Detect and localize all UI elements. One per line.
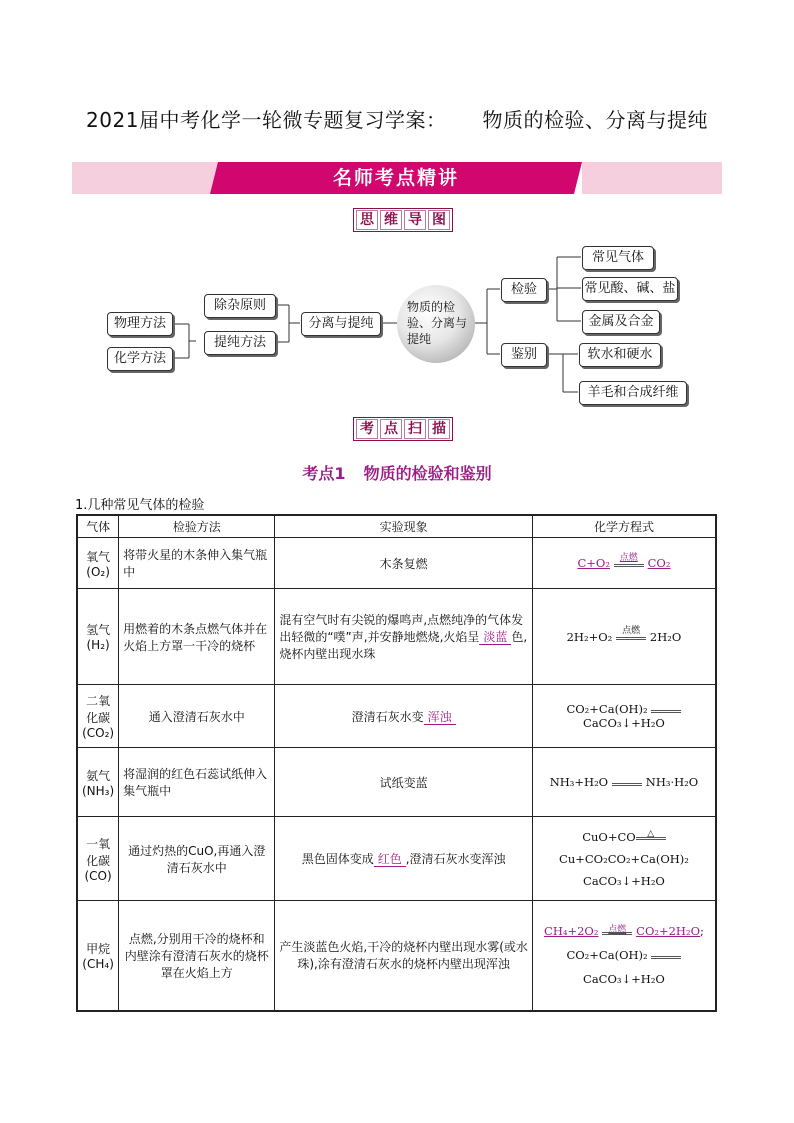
equation-right: CaCO₃↓+H₂O xyxy=(583,972,665,987)
equation-right: CaCO₃↓+H₂O xyxy=(583,716,665,730)
node-identify: 鉴别 xyxy=(501,343,547,367)
phenomenon-text: 澄清石灰水变 xyxy=(351,709,424,724)
phenomenon-cell: 木条复燃 xyxy=(275,538,533,589)
method-cell: 点燃,分别用干冷的烧杯和内壁涂有澄清石灰水的烧杯罩在火焰上方 xyxy=(119,901,275,1011)
col-header: 实验现象 xyxy=(275,515,533,538)
node-common-gas: 常见气体 xyxy=(582,246,654,270)
tag-char: 思 xyxy=(356,210,378,230)
phenomenon-cell: 试纸变蓝 xyxy=(275,748,533,817)
equation-left: C+O₂ xyxy=(577,556,610,570)
scan-tag xyxy=(353,417,453,441)
method-cell: 将带火星的木条伸入集气瓶中 xyxy=(119,538,275,589)
page-title-left: 2021届中考化学一轮微专题复习学案： xyxy=(86,108,447,132)
reaction-arrow xyxy=(651,950,681,962)
node-chemical-method: 化学方法 xyxy=(107,347,173,371)
tag-char: 描 xyxy=(428,419,450,439)
node-check: 检验 xyxy=(501,278,547,302)
equation-right: 2H₂O xyxy=(649,629,682,644)
reaction-condition xyxy=(602,926,632,938)
equation-left: CO₂+Ca(OH)₂ xyxy=(566,702,648,716)
equation-mid: CO₂+Ca(OH)₂ xyxy=(607,851,689,866)
method-cell: 通过灼热的CuO,再通入澄清石灰水中 xyxy=(119,817,275,901)
center-topic-label: 物质的检验、分离与提纯 xyxy=(407,300,468,346)
gas-test-table xyxy=(76,514,717,1012)
tag-char: 导 xyxy=(404,210,426,230)
equation-left: 2H₂+O₂ xyxy=(566,629,613,644)
answer-fill: 浑浊 xyxy=(424,710,456,725)
phenomenon-text: 混有空气时有尖锐的爆鸣声,点燃纯净的气体发出轻微的“噗”声,并安静地燃烧,火焰呈 xyxy=(279,613,524,644)
equation-left: CH₄+2O₂ xyxy=(544,924,599,939)
node-wool-fiber: 羊毛和合成纤维 xyxy=(579,381,687,405)
col-header: 检验方法 xyxy=(119,515,275,538)
tag-char: 点 xyxy=(380,419,402,439)
phenomenon-cell xyxy=(275,589,533,685)
col-header: 化学方程式 xyxy=(532,515,716,538)
page-title-right: 物质的检验、分离与提纯 xyxy=(482,108,708,132)
equation-tail: ; xyxy=(700,924,704,939)
equation-left: Cu+CO₂ xyxy=(559,851,608,866)
condition-label: 点燃 xyxy=(608,924,627,935)
gas-cell: 氢气(H₂) xyxy=(77,589,119,685)
node-physical-method: 物理方法 xyxy=(107,312,173,336)
equation-right: CaCO₃↓+H₂O xyxy=(583,873,665,888)
method-cell: 将湿润的红色石蕊试纸伸入集气瓶中 xyxy=(119,748,275,817)
reaction-condition xyxy=(616,626,646,643)
col-header: 气体 xyxy=(77,515,119,538)
table-row xyxy=(77,538,716,589)
answer-fill: 淡蓝 xyxy=(479,630,511,645)
equation-left: NH₃+H₂O xyxy=(549,775,609,789)
equation-cell xyxy=(532,538,716,589)
phenomenon-cell xyxy=(275,817,533,901)
gas-cell: 氧气(O₂) xyxy=(77,538,119,589)
node-purify-method: 提纯方法 xyxy=(204,331,276,355)
phenomenon-text: 色,烧杯内壁出现水珠 xyxy=(279,630,528,661)
table-row xyxy=(77,685,716,748)
tag-char: 维 xyxy=(380,210,402,230)
table-row xyxy=(77,589,716,685)
phenomenon-text: ,澄清石灰水变浑浊 xyxy=(405,852,506,866)
table-row xyxy=(77,901,716,1011)
condition-label: △ xyxy=(647,829,655,839)
equation-cell xyxy=(532,589,716,685)
equation-cell xyxy=(532,748,716,817)
table-row xyxy=(77,817,716,901)
method-cell: 通入澄清石灰水中 xyxy=(119,685,275,748)
reaction-condition xyxy=(636,831,666,843)
equation-left: CO₂+Ca(OH)₂ xyxy=(566,948,648,963)
equation-right: NH₃·H₂O xyxy=(645,775,699,789)
gas-cell: 氨气(NH₃) xyxy=(77,748,119,817)
node-center-topic xyxy=(397,285,475,363)
tag-char: 考 xyxy=(356,419,378,439)
reaction-arrow xyxy=(651,704,681,716)
tag-char: 扫 xyxy=(404,419,426,439)
equation-left: CuO+CO xyxy=(582,829,636,844)
subheading: 1.几种常见气体的检验 xyxy=(75,498,205,513)
section-heading xyxy=(0,461,794,484)
gas-cell: 二氧化碳(CO₂) xyxy=(77,685,119,748)
table-row xyxy=(77,748,716,817)
section-label: 考点1 xyxy=(302,464,346,483)
reaction-condition xyxy=(614,552,644,570)
condition-label: 点燃 xyxy=(619,552,638,563)
equation-right: CO₂+2H₂O xyxy=(636,924,700,939)
answer-fill: 红色 xyxy=(374,852,406,867)
tag-char: 图 xyxy=(428,210,450,230)
phenomenon-cell: 产生淡蓝色火焰,干冷的烧杯内壁出现水雾(或水珠),涂有澄清石灰水的烧杯内壁出现浑浊 xyxy=(275,901,533,1011)
table-header-row xyxy=(77,515,716,538)
node-metal-alloy: 金属及合金 xyxy=(582,310,660,334)
node-separate-purify: 分离与提纯 xyxy=(301,312,381,336)
equation-cell xyxy=(532,817,716,901)
node-acid-base-salt: 常见酸、碱、盐 xyxy=(582,277,678,301)
gas-cell: 甲烷(CH₄) xyxy=(77,901,119,1011)
phenomenon-cell xyxy=(275,685,533,748)
method-cell: 用燃着的木条点燃气体并在火焰上方罩一干冷的烧杯 xyxy=(119,589,275,685)
banner-text: 名师考点精讲 xyxy=(332,167,459,189)
node-impurity-principle: 除杂原则 xyxy=(204,294,276,318)
phenomenon-text: 黑色固体变成 xyxy=(301,852,374,866)
equation-cell xyxy=(532,685,716,748)
condition-label: 点燃 xyxy=(622,626,641,636)
equation-right: CO₂ xyxy=(647,556,671,570)
node-soft-hard-water: 软水和硬水 xyxy=(579,343,661,367)
reaction-arrow xyxy=(612,777,642,789)
gas-cell: 一氧化碳(CO) xyxy=(77,817,119,901)
equation-cell xyxy=(532,901,716,1011)
section-title: 物质的检验和鉴别 xyxy=(363,464,492,483)
